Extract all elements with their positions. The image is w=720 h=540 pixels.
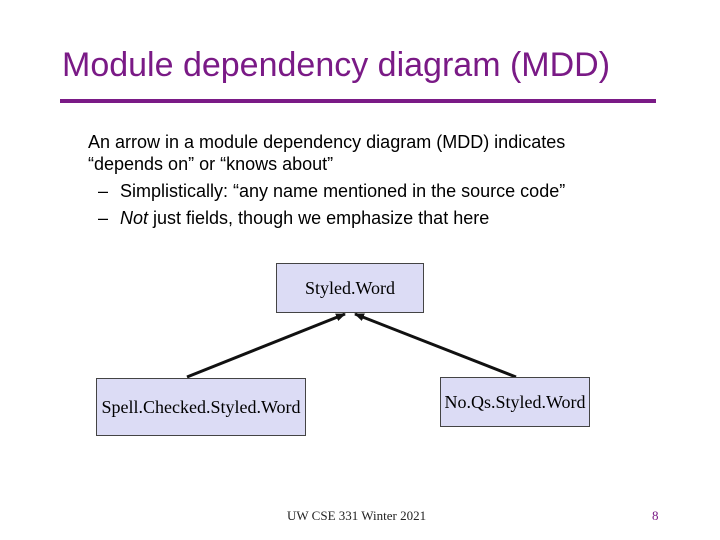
slide-title: Module dependency diagram (MDD) bbox=[62, 46, 611, 84]
page-number: 8 bbox=[652, 508, 659, 523]
node-noqs-styled-word: No.Qs.Styled.Word bbox=[440, 377, 590, 427]
bullet-dash: – bbox=[98, 208, 109, 228]
edge-spell-to-styled bbox=[187, 314, 345, 377]
bullet-text: just fields, though we emphasize that here bbox=[148, 208, 490, 228]
intro-line-2: “depends on” or “knows about” bbox=[88, 154, 334, 174]
intro-line-1: An arrow in a module dependency diagram (MDD) indicates bbox=[88, 132, 566, 152]
edge-noqs-to-styled bbox=[355, 314, 516, 377]
node-styled-word: Styled.Word bbox=[276, 263, 424, 313]
bullet-italic-prefix: Not bbox=[120, 208, 149, 228]
footer-course: UW CSE 331 Winter 2021 bbox=[287, 508, 427, 523]
bullet-dash: – bbox=[98, 181, 109, 201]
node-spell-checked-styled-word: Spell.Checked.Styled.Word bbox=[96, 378, 306, 436]
bullet-text: Simplistically: “any name mentioned in the source code” bbox=[120, 181, 566, 201]
